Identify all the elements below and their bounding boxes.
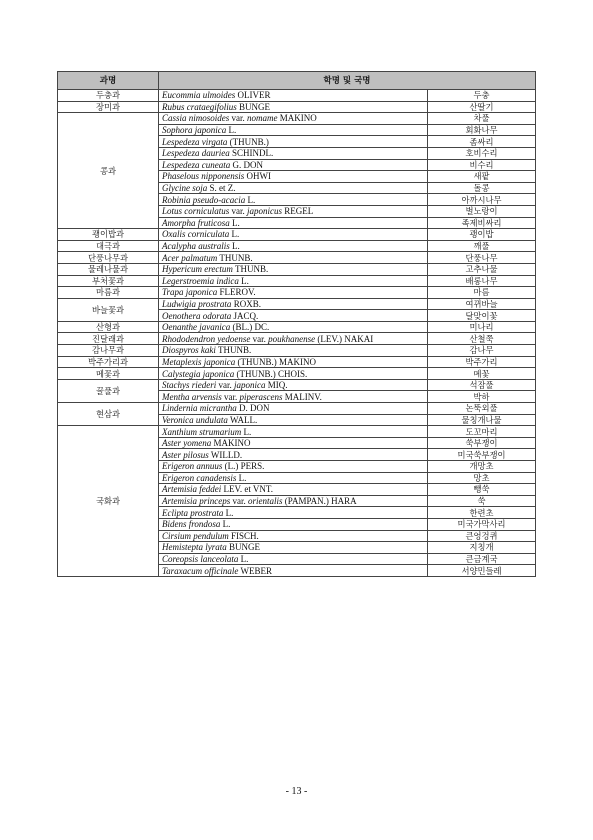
scientific-name: Lotus corniculatus	[162, 206, 230, 217]
scientific-name: Acer palmatum	[162, 252, 218, 263]
korean-name-cell: 박하	[428, 391, 536, 403]
scientific-name-cell	[159, 321, 428, 333]
scientific-name-cell	[159, 113, 428, 125]
korean-name-cell: 돌콩	[428, 182, 536, 194]
scientific-name: Aster yomena	[162, 438, 212, 449]
korean-name-cell: 논뚝외풀	[428, 403, 536, 415]
scientific-name-cell	[159, 194, 428, 206]
scientific-name: Robinia pseudo-acacia	[162, 194, 246, 205]
author-name: (THUNB.) CHOIS.	[236, 368, 308, 379]
korean-name-cell: 개망초	[428, 461, 536, 473]
scientific-name: Artemisia princeps	[162, 496, 231, 507]
korean-name-cell: 한련초	[428, 507, 536, 519]
family-cell: 산형과	[58, 321, 159, 333]
scientific-name: Coreopsis lanceolata	[162, 554, 239, 565]
scientific-name-cell	[159, 159, 428, 171]
family-cell: 대극과	[58, 240, 159, 252]
author-name: JACQ.	[233, 310, 259, 321]
korean-name-cell: 산철쭉	[428, 333, 536, 345]
korean-name-cell: 여뀌바늘	[428, 298, 536, 310]
scientific-name: Rubus crataegifolius	[162, 101, 237, 112]
scientific-name: Ludwigia prostrata	[162, 298, 232, 309]
scientific-name-cell	[159, 136, 428, 148]
korean-name-cell: 달맞이꽃	[428, 310, 536, 322]
scientific-name: Lespedeza cuneata	[162, 159, 231, 170]
korean-name-cell: 미국쑥부쟁이	[428, 449, 536, 461]
scientific-name-cell	[159, 263, 428, 275]
author-name: THUNB.	[219, 252, 253, 263]
author-name: D. DON	[239, 403, 270, 414]
scientific-name: Eucommia ulmoides	[162, 90, 236, 101]
author-name: (THUNB.)	[229, 136, 269, 147]
scientific-name: Rhododendron yedoense	[162, 333, 251, 344]
infraspecific-name: japonica	[234, 380, 266, 391]
scientific-name-cell	[159, 379, 428, 391]
scientific-name: Lindernia micrantha	[162, 403, 237, 414]
header-scientific-korean-name: 학명 및 국명	[159, 72, 536, 90]
scientific-name: Glycine soja	[162, 183, 208, 194]
scientific-name: Cassia nimosoides	[162, 113, 230, 124]
table-row	[58, 379, 536, 391]
scientific-name-cell	[159, 449, 428, 461]
scientific-name: Acalypha australis	[162, 241, 230, 252]
author-name: OHWI	[246, 171, 271, 182]
author-name: L.	[247, 194, 256, 205]
family-cell: 현삼과	[58, 403, 159, 426]
family-cell: 괭이밥과	[58, 229, 159, 241]
family-cell: 바늘꽃과	[58, 298, 159, 321]
korean-name-cell: 두충	[428, 90, 536, 102]
table-row	[58, 275, 536, 287]
korean-name-cell: 박주가리	[428, 356, 536, 368]
scientific-name-cell	[159, 287, 428, 299]
korean-name-cell: 새팥	[428, 171, 536, 183]
author-name: S. et Z.	[209, 183, 236, 194]
scientific-name-cell	[159, 310, 428, 322]
korean-name-cell: 회화나무	[428, 124, 536, 136]
table-row	[58, 403, 536, 415]
scientific-name: Calystegia japonica	[162, 368, 235, 379]
author-name: WALL.	[230, 414, 258, 425]
rank-marker: var.	[224, 391, 238, 402]
korean-name-cell: 괭이밥	[428, 229, 536, 241]
scientific-name-cell	[159, 356, 428, 368]
table-row	[58, 252, 536, 264]
author-name: MAKINO	[213, 438, 251, 449]
scientific-name-cell	[159, 171, 428, 183]
scientific-name: Trapa japonica	[162, 287, 218, 298]
korean-name-cell: 석잠풀	[428, 379, 536, 391]
korean-name-cell: 차풀	[428, 113, 536, 125]
scientific-name-cell	[159, 414, 428, 426]
korean-name-cell: 미나리	[428, 321, 536, 333]
author-name: MALINV.	[284, 391, 322, 402]
korean-name-cell: 벌노랑이	[428, 205, 536, 217]
table-row	[58, 356, 536, 368]
scientific-name-cell	[159, 298, 428, 310]
rank-marker: var.	[252, 333, 266, 344]
table-row	[58, 345, 536, 357]
scientific-name-cell	[159, 461, 428, 473]
scientific-name-cell	[159, 403, 428, 415]
author-name: (THUNB.) MAKINO	[237, 356, 316, 367]
author-name: L.	[241, 275, 249, 286]
author-name: LEV. et VNT.	[223, 484, 273, 495]
korean-name-cell: 비수리	[428, 159, 536, 171]
table-row	[58, 240, 536, 252]
scientific-name: Veronica undulata	[162, 414, 228, 425]
family-cell: 메꽃과	[58, 368, 159, 380]
author-name: MAKINO	[279, 113, 317, 124]
author-name: L.	[222, 519, 231, 530]
korean-name-cell: 족제비싸리	[428, 217, 536, 229]
scientific-name: Erigeron annuus	[162, 461, 223, 472]
scientific-name: Oenothera odorata	[162, 310, 232, 321]
scientific-name-cell	[159, 484, 428, 496]
scientific-name: Taraxacum officinale	[162, 565, 239, 576]
author-name: OLIVER	[237, 90, 271, 101]
korean-name-cell: 깨풀	[428, 240, 536, 252]
author-name: L.	[238, 472, 247, 483]
family-cell: 물레나물과	[58, 263, 159, 275]
author-name: WEBER	[240, 565, 273, 576]
family-cell: 진달래과	[58, 333, 159, 345]
author-name: REGEL	[284, 206, 314, 217]
family-cell: 꿀풀과	[58, 379, 159, 402]
korean-name-cell: 서양민들레	[428, 565, 536, 577]
infraspecific-name: piperascens	[239, 391, 283, 402]
family-cell: 마름과	[58, 287, 159, 299]
scientific-name-cell	[159, 182, 428, 194]
scientific-name-cell	[159, 345, 428, 357]
scientific-name: Hypericum erectum	[162, 264, 233, 275]
rank-marker: var.	[231, 113, 245, 124]
scientific-name-cell	[159, 472, 428, 484]
scientific-name: Diospyros kaki	[162, 345, 216, 356]
table-row	[58, 426, 536, 438]
korean-name-cell: 산딸기	[428, 101, 536, 113]
korean-name-cell: 물칭개나물	[428, 414, 536, 426]
family-cell: 콩과	[58, 113, 159, 229]
infraspecific-name: japonicus	[247, 206, 283, 217]
scientific-name-cell	[159, 147, 428, 159]
author-name: WILLD.	[210, 449, 243, 460]
korean-name-cell: 메꽃	[428, 368, 536, 380]
author-name: L.	[232, 241, 240, 252]
scientific-name: Erigeron canadensis	[162, 472, 237, 483]
table-row	[58, 287, 536, 299]
korean-name-cell: 마름	[428, 287, 536, 299]
family-cell: 박주가리과	[58, 356, 159, 368]
korean-name-cell: 쑥부쟁이	[428, 437, 536, 449]
table-row	[58, 101, 536, 113]
korean-name-cell: 고추나물	[428, 263, 536, 275]
scientific-name-cell	[159, 252, 428, 264]
family-cell: 두충과	[58, 90, 159, 102]
infraspecific-name: nomame	[247, 113, 278, 124]
korean-name-cell: 뺑쑥	[428, 484, 536, 496]
scientific-name-cell	[159, 217, 428, 229]
family-cell: 단풍나무과	[58, 252, 159, 264]
korean-name-cell: 미국가막사리	[428, 518, 536, 530]
scientific-name-cell	[159, 90, 428, 102]
scientific-name: Lespedeza virgata	[162, 136, 228, 147]
scientific-name: Legerstroemia indica	[162, 275, 239, 286]
table-row	[58, 368, 536, 380]
author-name: (LEV.) NAKAI	[317, 333, 374, 344]
scientific-name-cell	[159, 530, 428, 542]
author-name: THUNB.	[234, 264, 269, 275]
table-row	[58, 113, 536, 125]
header-family: 과명	[58, 72, 159, 90]
table-row	[58, 229, 536, 241]
korean-name-cell: 지칭개	[428, 542, 536, 554]
scientific-name-cell	[159, 229, 428, 241]
korean-name-cell: 망초	[428, 472, 536, 484]
korean-name-cell: 큰엉겅퀴	[428, 530, 536, 542]
scientific-name-cell	[159, 553, 428, 565]
table-row	[58, 90, 536, 102]
author-name: BUNGE	[229, 542, 260, 553]
author-name: MIQ.	[267, 380, 288, 391]
author-name: G. DON	[232, 159, 263, 170]
author-name: (PAMPAN.) HARA	[284, 496, 357, 507]
family-cell: 부처꽃과	[58, 275, 159, 287]
scientific-name-cell	[159, 507, 428, 519]
author-name: L.	[231, 229, 240, 240]
scientific-name-cell	[159, 437, 428, 449]
author-name: L.	[225, 507, 234, 518]
family-cell: 장미과	[58, 101, 159, 113]
table-row	[58, 333, 536, 345]
infraspecific-name: poukhanense	[268, 333, 316, 344]
korean-name-cell: 큰금계국	[428, 553, 536, 565]
scientific-name: Aster pilosus	[162, 449, 209, 460]
species-table	[57, 71, 536, 577]
rank-marker: var.	[231, 206, 245, 217]
author-name: (BL.) DC.	[232, 322, 270, 333]
rank-marker: var.	[218, 380, 232, 391]
species-table-container	[57, 71, 535, 577]
scientific-name-cell	[159, 495, 428, 507]
scientific-name: Metaplexis japonica	[162, 356, 236, 367]
scientific-name-cell	[159, 124, 428, 136]
author-name: BUNGE	[239, 101, 270, 112]
author-name: (L.) PERS.	[224, 461, 265, 472]
scientific-name-cell	[159, 101, 428, 113]
author-name: L.	[240, 554, 249, 565]
scientific-name: Oenanthe javanica	[162, 322, 231, 333]
korean-name-cell: 아까시나무	[428, 194, 536, 206]
scientific-name: Eclipta prostrata	[162, 507, 224, 518]
scientific-name-cell	[159, 368, 428, 380]
table-row	[58, 321, 536, 333]
author-name: THUNB.	[218, 345, 252, 356]
korean-name-cell: 단풍나무	[428, 252, 536, 264]
scientific-name-cell	[159, 205, 428, 217]
scientific-name-cell	[159, 275, 428, 287]
scientific-name-cell	[159, 391, 428, 403]
author-name: FISCH.	[231, 530, 259, 541]
table-body	[58, 90, 536, 577]
table-row	[58, 298, 536, 310]
scientific-name: Oxalis corniculata	[162, 229, 230, 240]
korean-name-cell: 좀싸리	[428, 136, 536, 148]
scientific-name: Bidens frondosa	[162, 519, 221, 530]
korean-name-cell: 도꼬마리	[428, 426, 536, 438]
scientific-name: Mentha arvensis	[162, 391, 222, 402]
scientific-name-cell	[159, 542, 428, 554]
scientific-name: Sophora japonica	[162, 125, 227, 136]
korean-name-cell: 감나무	[428, 345, 536, 357]
korean-name-cell: 배롱나무	[428, 275, 536, 287]
scientific-name: Artemisia feddei	[162, 484, 222, 495]
author-name: ROXB.	[233, 298, 261, 309]
korean-name-cell: 쑥	[428, 495, 536, 507]
table-row	[58, 263, 536, 275]
author-name: L.	[243, 426, 252, 437]
scientific-name-cell	[159, 426, 428, 438]
family-cell: 국화과	[58, 426, 159, 577]
scientific-name-cell	[159, 518, 428, 530]
page-number: - 13 -	[285, 786, 308, 797]
scientific-name: Stachys riederi	[162, 380, 217, 391]
scientific-name: Amorpha fruticosa	[162, 217, 230, 228]
scientific-name: Phaselous nipponensis	[162, 171, 245, 182]
table-header-row	[58, 72, 536, 90]
scientific-name-cell	[159, 333, 428, 345]
korean-name-cell: 호비수리	[428, 147, 536, 159]
rank-marker: var.	[232, 496, 246, 507]
author-name: L.	[228, 125, 237, 136]
infraspecific-name: orientalis	[248, 496, 283, 507]
scientific-name: Xanthium strumarium	[162, 426, 242, 437]
author-name: SCHINDL.	[232, 148, 274, 159]
scientific-name: Cirsium pendulum	[162, 530, 229, 541]
scientific-name: Lespedeza dauriea	[162, 148, 230, 159]
family-cell: 감나무과	[58, 345, 159, 357]
scientific-name: Hemistepta lyrata	[162, 542, 227, 553]
author-name: FLEROV.	[219, 287, 256, 298]
author-name: L.	[232, 217, 240, 228]
scientific-name-cell	[159, 565, 428, 577]
scientific-name-cell	[159, 240, 428, 252]
